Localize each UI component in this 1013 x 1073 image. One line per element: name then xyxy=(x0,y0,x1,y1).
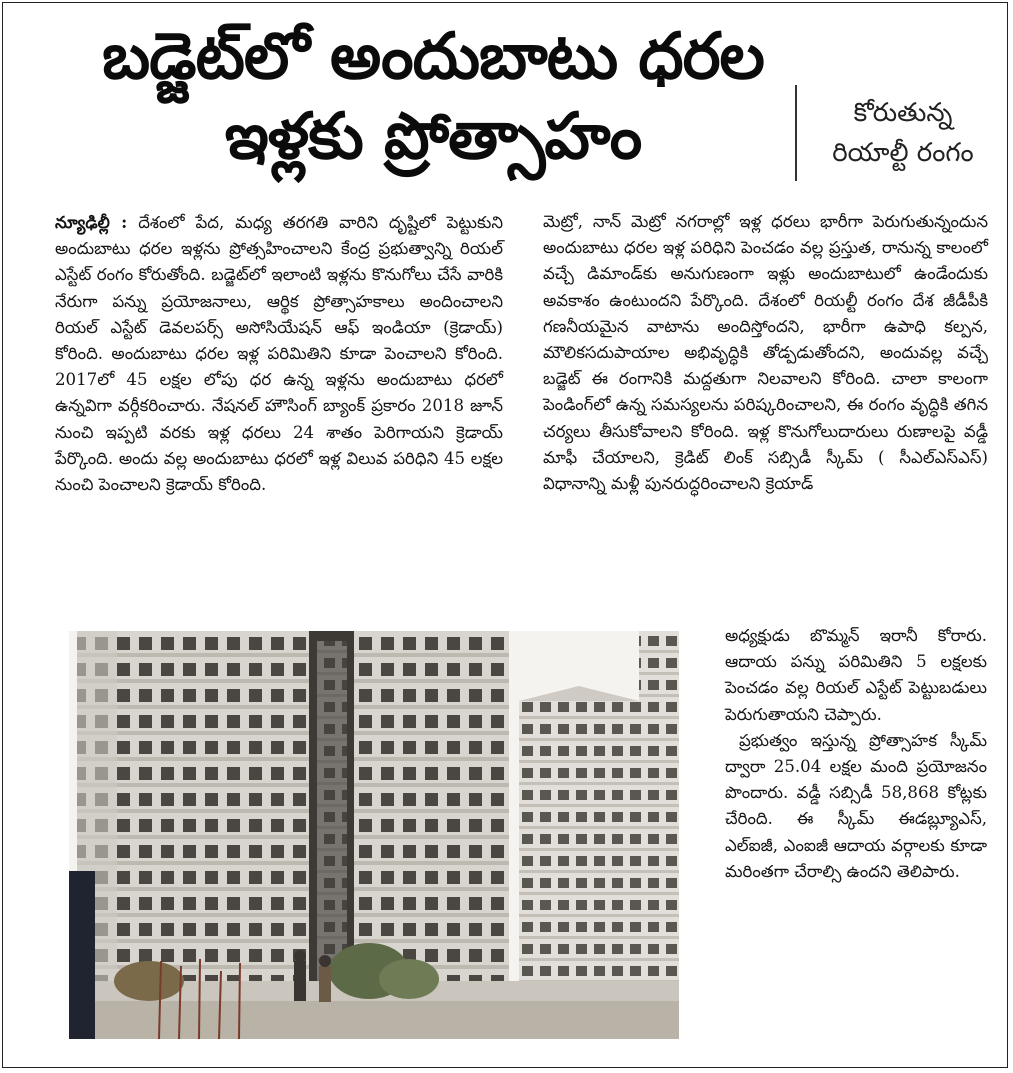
apartment-buildings-illustration xyxy=(69,631,679,1039)
article-col3-paragraph-1: అధ్యక్షుడు బొమ్మన్ ఇరానీ కోరారు. ఆదాయ పన్ను పరిమితిని 5 లక్షలకు పెంచడం వల్ల రియల్ ఎస్టేట్ పెట్టుబడులు పెరుగుతాయని చెప్పారు. xyxy=(725,626,987,724)
article-column-3 xyxy=(725,623,987,885)
kicker xyxy=(803,93,1003,173)
headline xyxy=(63,17,803,177)
kicker-line-1: కోరుతున్న xyxy=(853,98,953,128)
article-paragraph-1 xyxy=(55,209,503,498)
headline-line-1: బడ్జెట్‌లో అందుబాటు ధరల xyxy=(102,20,764,94)
dateline: న్యూఢిల్లీ : xyxy=(55,212,128,232)
kicker-line-2: రియాల్టీ రంగం xyxy=(832,138,974,168)
headline-line-2: ఇళ్లకు ప్రోత్సాహం xyxy=(224,100,642,174)
building-photo xyxy=(69,631,679,1039)
article-col1-text: దేశంలో పేద, మధ్య తరగతి వారిని దృష్టిలో పెట్టుకుని అందుబాటు ధరల ఇళ్లను ప్రోత్సహించాలని కేంద్ర ప్రభుత్వాన్ని రియల్ ఎస్టేట్ రంగం కోరుతోంది. బడ్జెట్‌లో ఇలాంటి ఇళ్లను కొనుగోలు చేసే వారికి నేరుగా పన్ను ప్రయోజనాలు, ఆర్థిక ప్రోత్సాహకాలు అందించాలని రియల్ ఎస్టేట్ డెవలపర్స్ అసోసియేషన్ ఆఫ్ ఇండియా (క్రెడాయ్) కోరింది. అందుబాటు ధరల ఇళ్ల పరిమితిని కూడా పెంచాలని కోరింది. 2017లో 45 లక్షల లోపు ధర ఉన్న ఇళ్లను అందుబాటు ధరలో ఉన్నవిగా వర్గీకరించారు. నేషనల్ హౌసింగ్ బ్యాంక్ ప్రకారం 2018 జూన్ నుంచి ఇప్పటి వరకు ఇళ్ల ధరలు 24 శాతం పెరిగాయని క్రెడాయ్ పేర్కొంది. అందు వల్ల అందుబాటు ధరలో ఇళ్ల విలువ పరిధిని 45 లక్షల నుంచి పెంచాలని క్రెడాయ్ కోరింది. xyxy=(55,213,503,495)
kicker-divider xyxy=(795,85,797,181)
article-column-1 xyxy=(55,209,503,498)
article-col3-paragraph-2: ప్రభుత్వం ఇస్తున్న ప్రోత్సాహక స్కీమ్ ద్వారా 25.04 లక్షల మంది ప్రయోజనం పొందారు. వడ్డీ సబ్సిడీ 58,868 కోట్లకు చేరింది. ఈ స్కీమ్ ఈడబ్ల్యూఎస్, ఎల్ఐజీ, ఎంఐజీ ఆదాయ వర్గాలకు కూడా మరింతగా చేరాల్సి ఉందని తెలిపారు. xyxy=(725,730,987,881)
article-col2-text: మెట్రో, నాన్ మెట్రో నగరాల్లో ఇళ్ల ధరలు భారీగా పెరుగుతున్నందున అందుబాటు ధరల ఇళ్ల పరిధిని పెంచడం వల్ల ప్రస్తుత, రానున్న కాలంలో వచ్చే డిమాండ్‌కు అనుగుణంగా ఇళ్లు అందుబాటులో ఉండేందుకు అవకాశం ఉంటుందని పేర్కొంది. దేశంలో రియల్టీ రంగం దేశ జీడీపీకి గణనీయమైన వాటాను అందిస్తోందని, భారీగా ఉపాధి కల్పన, మౌలికసదుపాయాల అభివృద్ధికి తోడ్పడుతోందని, అందువల్ల వచ్చే బడ్జెట్ ఈ రంగానికి మద్దతుగా నిలవాలని కోరింది. చాలా కాలంగా పెండింగ్‌లో ఉన్న సమస్యలను పరిష్కరించాలని, ఈ రంగం వృద్ధికి తగిన చర్యలు తీసుకోవాలని కోరింది. ఇళ్ల కొనుగోలుదారులు రుణాలపై వడ్డీ మాఫీ చేయాలని, క్రెడిట్ లింక్ సబ్సిడీ స్కీమ్ ( సీఎల్ఎస్ఎస్) విధానాన్ని మళ్లీ పునరుద్ధరించాలని క్రెయాడ్ xyxy=(543,212,988,494)
newspaper-clipping xyxy=(2,2,1008,1068)
article-column-2 xyxy=(543,209,988,497)
